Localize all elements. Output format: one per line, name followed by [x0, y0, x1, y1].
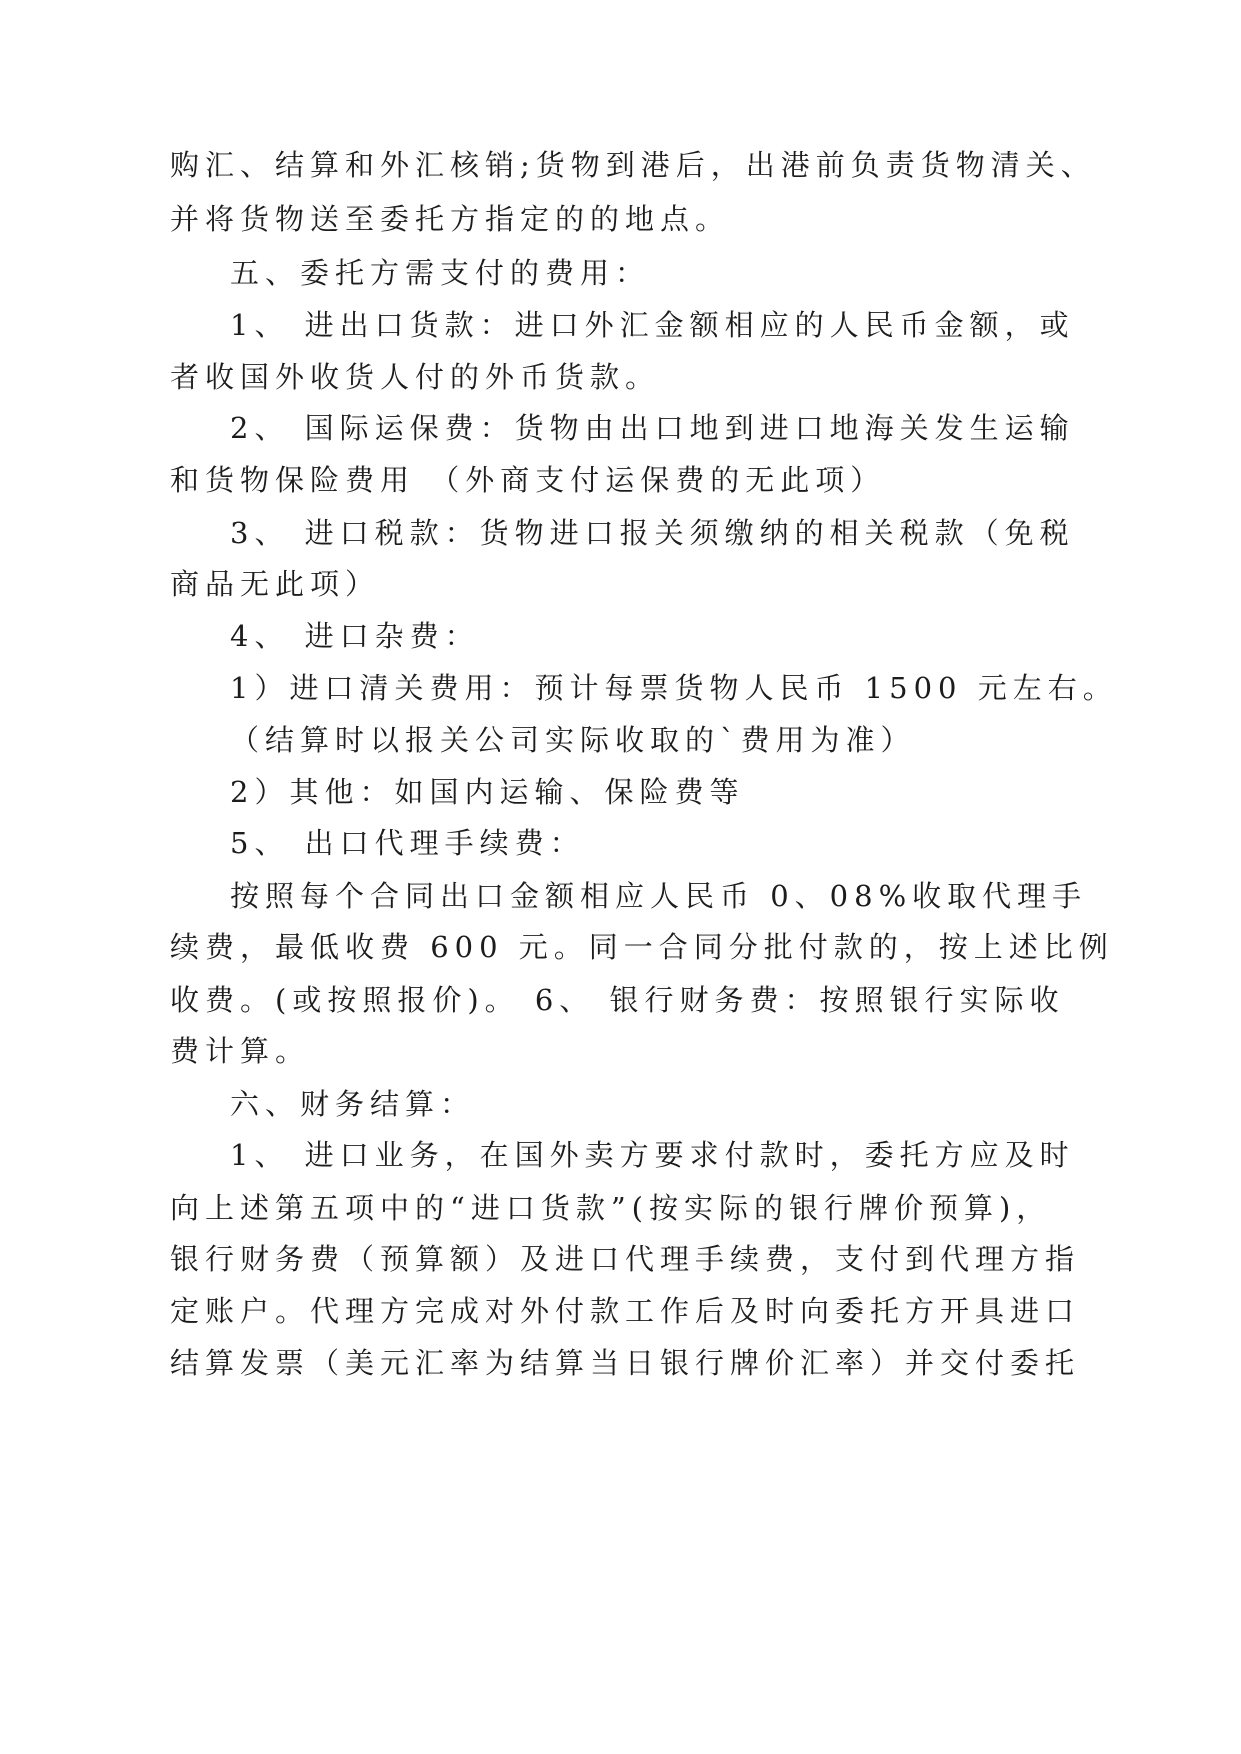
text-line: 2、 国际运保费：货物由出口地到进口地海关发生运输 — [230, 411, 1075, 445]
text-line: 4、 进口杂费： — [230, 619, 480, 653]
text-line: 银行财务费（预算额）及进口代理手续费，支付到代理方指 — [170, 1242, 1081, 1276]
text-line: 续费，最低收费 600 元。同一合同分批付款的，按上述比例 — [170, 930, 1114, 964]
text-line: 3、 进口税款：货物进口报关须缴纳的相关税款（免税 — [230, 516, 1075, 550]
text-line: 定账户。代理方完成对外付款工作后及时向委托方开具进口 — [170, 1294, 1081, 1328]
text-line: 和货物保险费用 （外商支付运保费的无此项） — [170, 463, 886, 497]
text-line: 收费。(或按照报价)。 6、 银行财务费：按照银行实际收 — [170, 983, 1065, 1017]
text-line: 2）其他：如国内运输、保险费等 — [230, 775, 745, 809]
text-line: 结算发票（美元汇率为结算当日银行牌价汇率）并交付委托 — [170, 1346, 1081, 1380]
text-line: 1、 进出口货款：进口外汇金额相应的人民币金额，或 — [230, 308, 1075, 342]
text-line: 购汇、结算和外汇核销;货物到港后，出港前负责货物清关、 — [170, 148, 1096, 182]
section-heading: 五、委托方需支付的费用： — [230, 256, 651, 290]
text-line: 者收国外收货人付的外币货款。 — [170, 360, 661, 394]
text-line: 1、 进口业务，在国外卖方要求付款时，委托方应及时 — [230, 1138, 1075, 1172]
text-line: 费计算。 — [170, 1034, 311, 1068]
text-line: 5、 出口代理手续费： — [230, 826, 585, 860]
section-heading: 六、财务结算： — [230, 1087, 476, 1121]
text-line: 商品无此项） — [170, 567, 381, 601]
text-line: 按照每个合同出口金额相应人民币 0、08%收取代理手 — [230, 879, 1088, 913]
text-line: 1）进口清关费用：预计每票货物人民币 1500 元左右。 — [230, 671, 1118, 705]
text-line: 并将货物送至委托方指定的的地点。 — [170, 202, 731, 236]
text-line: （结算时以报关公司实际收取的`费用为准） — [230, 723, 916, 757]
text-line: 向上述第五项中的“进口货款”(按实际的银行牌价预算)， — [170, 1191, 1052, 1225]
